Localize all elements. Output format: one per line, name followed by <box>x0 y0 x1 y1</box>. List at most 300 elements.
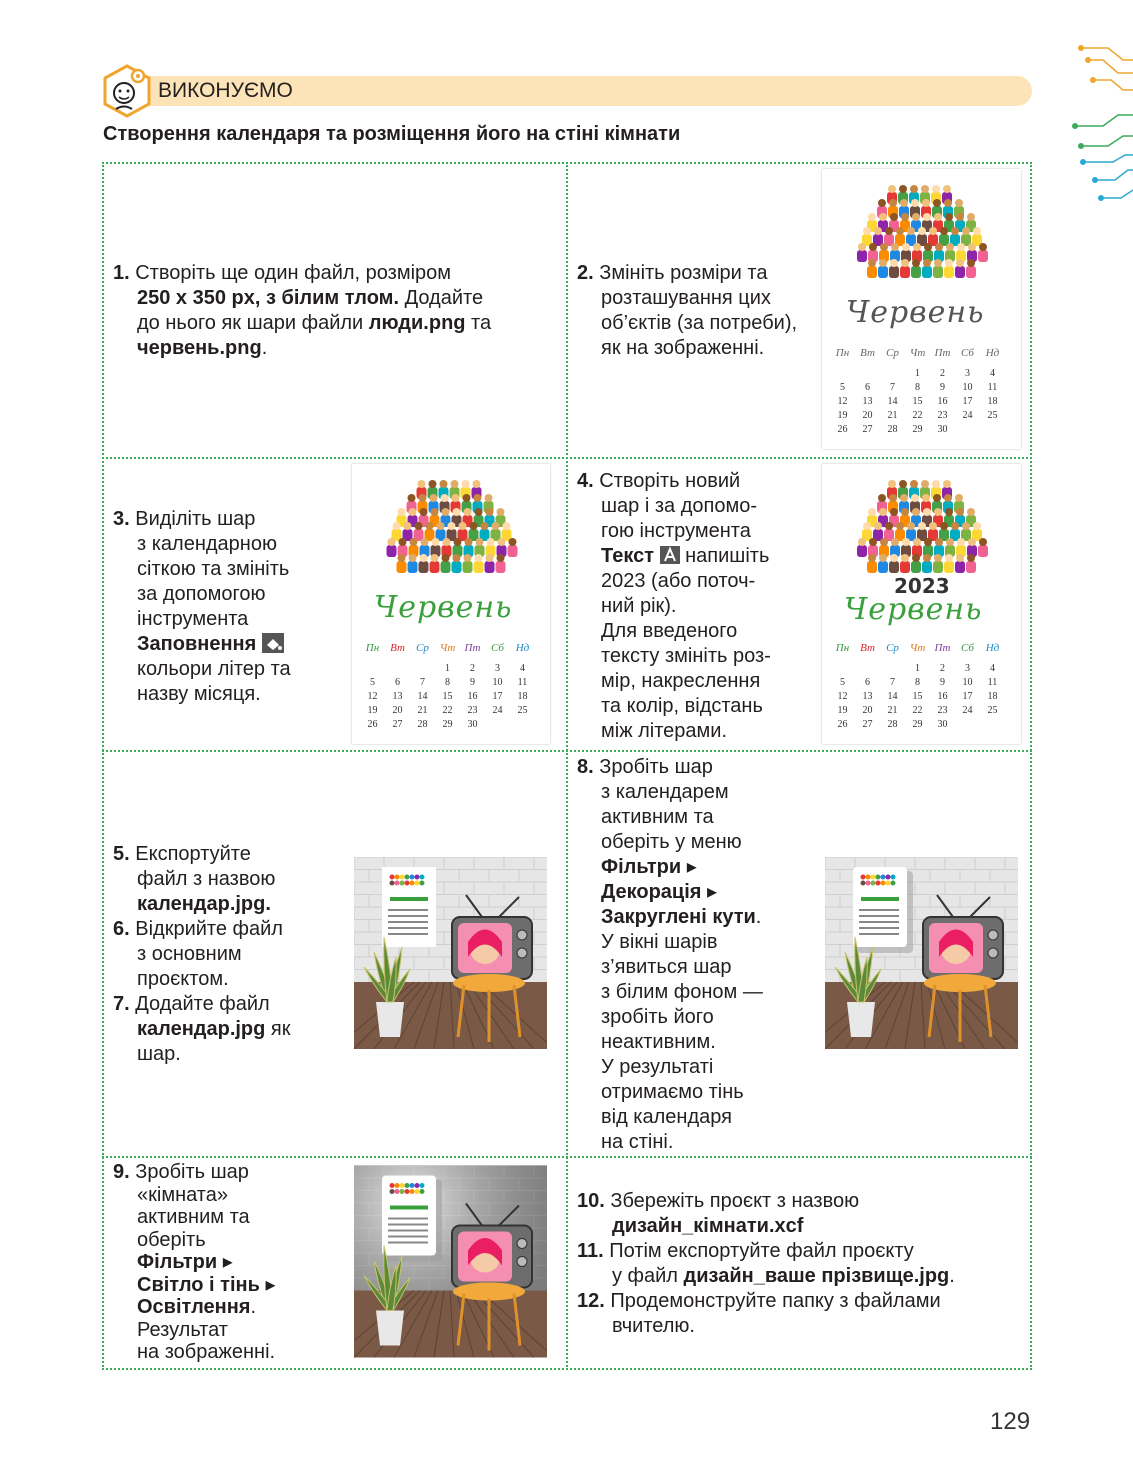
person-head <box>481 522 489 530</box>
step-number: 5. <box>113 843 130 865</box>
person-head <box>899 185 907 193</box>
person-head <box>923 259 931 267</box>
person-figure <box>933 266 943 278</box>
file-name: календар.jpg <box>137 1018 266 1040</box>
step-3 <box>113 507 343 707</box>
person-head <box>889 199 897 207</box>
person-head <box>962 522 970 530</box>
person-head <box>874 522 882 530</box>
day-cell: 22 <box>442 705 453 716</box>
day-cell <box>360 662 385 676</box>
person-head <box>907 522 915 530</box>
day-cell: 20 <box>862 410 873 421</box>
calendar-grid <box>360 642 535 732</box>
weekday-label: Пт <box>934 347 951 359</box>
person-head <box>955 494 963 502</box>
person-head <box>973 522 981 530</box>
day-cell: 4 <box>990 368 995 379</box>
person-head <box>437 522 445 530</box>
person-head <box>880 538 888 546</box>
person-head <box>431 508 439 516</box>
day-cell: 24 <box>962 410 973 421</box>
thinking-head-gear-icon <box>100 64 154 118</box>
person-head <box>935 538 943 546</box>
submenu-arrow-icon: ▸ <box>707 881 718 903</box>
day-cell: 19 <box>367 705 378 716</box>
weekday-label: Нд <box>985 347 1000 359</box>
person-figure <box>508 545 518 557</box>
person-head <box>878 494 886 502</box>
person-head <box>509 538 517 546</box>
person-head <box>879 554 887 562</box>
day-cell: 21 <box>887 410 898 421</box>
file-name: люди.png <box>368 312 466 334</box>
day-cell: 17 <box>962 691 973 702</box>
person-head <box>902 538 910 546</box>
step-text: Створіть новий <box>599 470 741 492</box>
day-cell: 21 <box>887 705 898 716</box>
step-text: Зробіть шар <box>599 756 713 778</box>
step-number: 8. <box>577 756 594 778</box>
day-cell <box>410 662 435 676</box>
day-cell: 30 <box>937 719 948 730</box>
person-head <box>879 508 887 516</box>
day-cell: 6 <box>865 677 870 688</box>
person-head <box>453 554 461 562</box>
day-cell: 10 <box>492 677 503 688</box>
day-cell: 14 <box>887 691 898 702</box>
day-cell: 2 <box>940 368 945 379</box>
step-9 <box>113 1161 343 1364</box>
person-head <box>868 259 876 267</box>
step-text: з основним <box>137 943 242 965</box>
step-text: на зображенні. <box>137 1341 276 1363</box>
person-figure <box>430 561 440 573</box>
person-head <box>923 213 931 221</box>
step-number: 11. <box>577 1240 604 1262</box>
person-head <box>934 508 942 516</box>
step-text: як на зображенні. <box>601 337 765 359</box>
person-figure <box>933 561 943 573</box>
step-number: 1. <box>113 262 130 284</box>
step-text: активним та <box>137 1206 250 1228</box>
person-figure <box>496 561 506 573</box>
person-head <box>443 538 451 546</box>
step-text: зробіть його <box>601 1006 714 1028</box>
person-head <box>951 227 959 235</box>
step-8 <box>577 755 817 1155</box>
person-head <box>890 213 898 221</box>
person-figure <box>387 545 397 557</box>
person-head <box>485 494 493 502</box>
menu-path-item: Фільтри <box>601 856 682 878</box>
person-figure <box>955 266 965 278</box>
day-cell: 15 <box>442 691 453 702</box>
person-figure <box>452 561 462 573</box>
person-head <box>858 243 866 251</box>
person-head <box>410 538 418 546</box>
day-cell: 13 <box>862 691 873 702</box>
step-text: Змініть розміри та <box>599 262 768 284</box>
weekday-label: Нд <box>515 642 530 654</box>
day-cell: 5 <box>370 677 375 688</box>
day-cell: 12 <box>837 691 848 702</box>
person-head <box>470 522 478 530</box>
day-cell: 10 <box>962 677 973 688</box>
person-head <box>409 508 417 516</box>
step-text: з календарем <box>601 781 729 803</box>
person-head <box>419 494 427 502</box>
step-4 <box>577 469 817 744</box>
day-cell: 1 <box>915 663 920 674</box>
day-cell: 25 <box>987 705 998 716</box>
person-head <box>923 508 931 516</box>
step-text: Потім експортуйте файл проєкту <box>609 1240 914 1262</box>
person-head <box>934 213 942 221</box>
circuit-decoration <box>1033 40 1133 210</box>
grid-line <box>102 162 104 1370</box>
day-cell: 23 <box>937 410 948 421</box>
person-head <box>885 227 893 235</box>
person-head <box>913 538 921 546</box>
file-name: дизайн_кімнати.xcf <box>612 1215 804 1237</box>
person-head <box>929 227 937 235</box>
day-cell: 8 <box>915 677 920 688</box>
file-name: дизайн_ваше прізвище.jpg <box>683 1265 950 1287</box>
calendar-month: Червень <box>844 592 983 627</box>
person-head <box>901 554 909 562</box>
step-text: від календаря <box>601 1106 732 1128</box>
person-head <box>868 213 876 221</box>
step-text: до нього як шари файли <box>137 312 369 334</box>
step-text: Збережіть проєкт з назвою <box>610 1190 860 1212</box>
day-cell: 2 <box>470 663 475 674</box>
person-head <box>924 538 932 546</box>
step-number: 10. <box>577 1190 605 1212</box>
person-figure <box>911 561 921 573</box>
person-head <box>896 522 904 530</box>
day-cell: 19 <box>837 705 848 716</box>
menu-path-item: Світло і тінь <box>137 1273 260 1296</box>
person-head <box>475 508 483 516</box>
step-text: . <box>261 337 268 359</box>
person-head <box>465 538 473 546</box>
person-head <box>498 538 506 546</box>
day-cell: 23 <box>937 705 948 716</box>
person-figure <box>419 561 429 573</box>
day-cell: 26 <box>837 719 848 730</box>
person-head <box>956 213 964 221</box>
person-head <box>869 538 877 546</box>
step-text: . <box>250 1296 257 1318</box>
step-text: між літерами. <box>601 720 728 742</box>
person-head <box>901 508 909 516</box>
person-head <box>453 508 461 516</box>
person-head <box>418 480 426 488</box>
menu-path-item: Декорація <box>601 881 702 903</box>
person-head <box>503 522 511 530</box>
person-head <box>933 199 941 207</box>
people-crowd-image <box>352 464 550 574</box>
person-head <box>420 508 428 516</box>
file-name: календар.jpg. <box>137 893 271 915</box>
person-head <box>956 259 964 267</box>
day-cell: 29 <box>912 719 923 730</box>
person-head <box>944 494 952 502</box>
day-cell: 24 <box>492 705 503 716</box>
step-text: Експортуйте <box>135 843 251 865</box>
person-figure <box>955 561 965 573</box>
step-text: проєктом. <box>137 968 229 990</box>
person-head <box>398 554 406 562</box>
person-head <box>945 213 953 221</box>
steps-5-7 <box>113 842 343 1067</box>
day-cell: 14 <box>417 691 428 702</box>
person-head <box>912 508 920 516</box>
person-head <box>946 243 954 251</box>
person-head <box>388 538 396 546</box>
plant-pot <box>376 1311 404 1346</box>
plant-pot <box>376 1002 404 1037</box>
day-cell: 27 <box>392 719 403 730</box>
day-cell: 3 <box>965 663 970 674</box>
step-text: 2023 (або поточ- <box>601 570 756 592</box>
weekday-label: Сб <box>491 642 504 654</box>
person-figure <box>922 266 932 278</box>
person-figure <box>911 266 921 278</box>
calendar-month: Червень <box>846 295 985 330</box>
step-text: шар і за допомо- <box>601 495 757 517</box>
person-head <box>951 522 959 530</box>
person-head <box>474 494 482 502</box>
weekday-label: Чт <box>439 642 456 654</box>
day-cell: 17 <box>962 396 973 407</box>
person-head <box>868 508 876 516</box>
day-cell: 3 <box>495 663 500 674</box>
person-head <box>476 538 484 546</box>
person-head <box>929 522 937 530</box>
weekday-label: Нд <box>985 642 1000 654</box>
person-head <box>408 494 416 502</box>
day-cell: 17 <box>492 691 503 702</box>
menu-path-item: Освітлення <box>137 1296 251 1318</box>
person-head <box>932 185 940 193</box>
person-head <box>962 227 970 235</box>
submenu-arrow-icon: ▸ <box>686 856 697 878</box>
person-head <box>879 213 887 221</box>
step-text: шар. <box>137 1043 181 1065</box>
person-head <box>473 480 481 488</box>
person-head <box>440 480 448 488</box>
person-figure <box>889 561 899 573</box>
day-cell <box>980 423 1005 437</box>
person-figure <box>966 561 976 573</box>
day-cell: 5 <box>840 382 845 393</box>
day-cell: 18 <box>517 691 528 702</box>
day-cell: 5 <box>840 677 845 688</box>
person-head <box>955 199 963 207</box>
weekday-label: Сб <box>961 347 974 359</box>
person-head <box>944 199 952 207</box>
day-cell: 14 <box>887 396 898 407</box>
person-head <box>901 213 909 221</box>
day-cell <box>385 662 410 676</box>
person-head <box>901 259 909 267</box>
day-cell <box>855 662 880 676</box>
step-text: У результаті <box>601 1056 714 1078</box>
day-cell: 22 <box>912 705 923 716</box>
page-number: 129 <box>990 1408 1031 1435</box>
day-cell: 24 <box>962 705 973 716</box>
person-head <box>431 554 439 562</box>
step-text: об’єктів (за потреби), <box>601 312 798 334</box>
grid-line <box>1030 162 1032 1370</box>
person-head <box>934 259 942 267</box>
people-crowd-image <box>822 169 1021 279</box>
person-head <box>902 243 910 251</box>
day-cell: 4 <box>990 663 995 674</box>
day-cell: 9 <box>940 677 945 688</box>
person-figure <box>966 266 976 278</box>
person-head <box>918 522 926 530</box>
person-head <box>398 508 406 516</box>
day-cell <box>955 423 980 437</box>
person-figure <box>900 561 910 573</box>
day-cell: 13 <box>862 396 873 407</box>
person-head <box>932 480 940 488</box>
day-cell: 3 <box>965 368 970 379</box>
step-text: тексту змініть роз- <box>601 645 771 667</box>
day-cell <box>980 718 1005 732</box>
step-text: Додайте файл <box>135 993 270 1015</box>
bucket-fill-icon <box>262 633 284 653</box>
day-cell: 20 <box>862 705 873 716</box>
person-head <box>497 554 505 562</box>
step-text: та <box>465 312 492 334</box>
day-cell <box>830 662 855 676</box>
step-text: Результат <box>137 1318 228 1341</box>
day-cell: 1 <box>445 663 450 674</box>
person-head <box>910 185 918 193</box>
step-text: розташування цих <box>601 287 771 309</box>
day-cell <box>855 367 880 381</box>
person-head <box>900 494 908 502</box>
room-image <box>354 857 547 1049</box>
person-head <box>429 480 437 488</box>
day-cell: 11 <box>987 382 998 393</box>
person-head <box>459 522 467 530</box>
person-head <box>399 538 407 546</box>
calendar-year: 2023 <box>894 574 950 598</box>
step-text: Додайте <box>399 287 484 309</box>
person-head <box>420 554 428 562</box>
day-cell <box>510 718 535 732</box>
person-head <box>940 522 948 530</box>
step-text: інструмента <box>137 608 249 630</box>
person-head <box>912 554 920 562</box>
grid-line <box>566 162 568 1370</box>
person-head <box>487 538 495 546</box>
step-text: Для введеного <box>601 620 738 642</box>
calendar-grid <box>830 347 1005 437</box>
person-head <box>912 259 920 267</box>
day-cell: 18 <box>987 396 998 407</box>
day-cell: 16 <box>937 396 948 407</box>
person-head <box>890 554 898 562</box>
person-head <box>968 243 976 251</box>
step-text: «кімната» <box>137 1183 228 1206</box>
person-figure <box>944 266 954 278</box>
day-cell: 11 <box>517 677 528 688</box>
person-head <box>475 554 483 562</box>
step-text: напишіть <box>679 545 770 567</box>
step-number: 4. <box>577 470 594 492</box>
day-cell: 25 <box>517 705 528 716</box>
step-text: Продемонструйте папку з файлами <box>610 1290 941 1312</box>
person-head <box>858 538 866 546</box>
person-head <box>968 538 976 546</box>
day-cell: 9 <box>470 677 475 688</box>
room-image-lighting <box>354 1165 547 1358</box>
step-text: гою інструмента <box>601 520 751 542</box>
tool-name: Заповнення <box>137 633 257 655</box>
person-head <box>492 522 500 530</box>
person-head <box>486 554 494 562</box>
step-text: на стіні. <box>601 1131 674 1153</box>
person-figure <box>889 266 899 278</box>
step-number: 7. <box>113 993 130 1015</box>
person-head <box>464 554 472 562</box>
step-text: неактивним. <box>601 1031 716 1053</box>
person-head <box>940 227 948 235</box>
day-cell: 25 <box>987 410 998 421</box>
person-head <box>426 522 434 530</box>
submenu-arrow-icon: ▸ <box>222 1251 233 1273</box>
person-head <box>454 538 462 546</box>
day-cell: 22 <box>912 410 923 421</box>
day-cell: 27 <box>862 424 873 435</box>
weekday-label: Вт <box>860 642 875 654</box>
step-1 <box>113 261 553 361</box>
person-head <box>979 538 987 546</box>
weekday-label: Чт <box>909 347 926 359</box>
person-head <box>945 508 953 516</box>
person-figure <box>857 545 867 557</box>
person-head <box>432 538 440 546</box>
step-text: мір, накреслення <box>601 670 761 692</box>
step-text: Відкрийте файл <box>135 918 283 940</box>
weekday-label: Пт <box>934 642 951 654</box>
person-head <box>921 480 929 488</box>
step-number: 2. <box>577 262 594 284</box>
person-head <box>899 480 907 488</box>
person-figure <box>878 266 888 278</box>
person-figure <box>397 561 407 573</box>
weekday-label: Чт <box>909 642 926 654</box>
person-head <box>863 227 871 235</box>
step-text: у файл <box>612 1265 684 1287</box>
room-image-shadow <box>825 857 1018 1049</box>
calendar-image-colored <box>352 464 550 744</box>
person-figure <box>463 561 473 573</box>
step-text: У вікні шарів <box>601 931 718 953</box>
weekday-label: Сб <box>961 642 974 654</box>
step-2 <box>577 261 817 361</box>
person-head <box>448 522 456 530</box>
day-cell: 29 <box>912 424 923 435</box>
section-title: ВИКОНУЄМО <box>158 79 293 102</box>
day-cell: 13 <box>392 691 403 702</box>
